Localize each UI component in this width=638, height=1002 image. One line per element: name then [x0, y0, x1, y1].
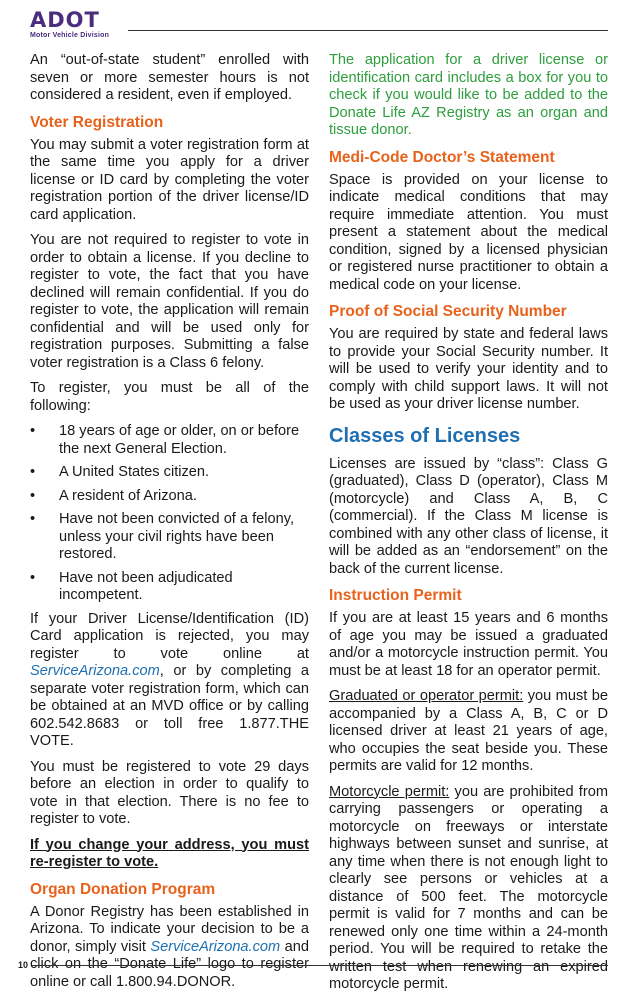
- ssn-paragraph: You are required by state and federal laws to provide your Social Security number. It will be used to verify your identity and to comply with child support laws. It will not be used as your driver license number.: [329, 326, 608, 412]
- motorcycle-permit-label: Motorcycle permit:: [329, 783, 450, 800]
- right-column: [329, 52, 608, 1002]
- page-footer: [0, 956, 638, 976]
- graduated-permit-label: Graduated or operator permit:: [329, 688, 524, 704]
- logo-text: ADOT: [30, 8, 100, 32]
- adot-logo: [30, 9, 120, 39]
- list-item: • Have not been convicted of a felony, unless your civil rights have been restored.: [30, 511, 295, 562]
- medicode-paragraph: Space is provided on your license to indicate medical conditions that may require immediate attention. You must present a statement about the medical condition, signed by a licensed physician or registered nurse practitioner to obtain a medical code on your license.: [329, 171, 608, 293]
- page-header: [0, 0, 638, 48]
- header-divider: [128, 30, 608, 31]
- voter-paragraph-1: You may submit a voter registration form at the same time you apply for a driver license or ID card by completing the voter registration portion of the driver license/ID card application.: [30, 136, 309, 223]
- permit-paragraph-1: If you are at least 15 years and 6 months of age you may be issued a graduated and/or a motorcycle instruction permit. You must be at least 18 for an operator permit.: [329, 610, 608, 679]
- logo-subtitle: Motor Vehicle Division: [30, 32, 110, 39]
- list-item: • A United States citizen.: [30, 464, 210, 480]
- servicearizona-link[interactable]: ServiceArizona.com: [30, 663, 160, 679]
- servicearizona-link[interactable]: ServiceArizona.com: [150, 938, 281, 955]
- voter-registration-heading: Voter Registration: [30, 113, 164, 131]
- left-column: [30, 52, 309, 999]
- instruction-permit-heading: Instruction Permit: [329, 587, 462, 604]
- ssn-heading: Proof of Social Security Number: [329, 303, 567, 320]
- medicode-heading: Medi-Code Doctor’s Statement: [329, 148, 555, 166]
- voter-requirements-list: [30, 423, 309, 605]
- organ-paragraph: A Donor Registry has been established in Arizona. To indicate your decision to be a donor, simply visit ServiceArizona.com and click on the “Donate Life” logo to register online or call 1.800.94.DONOR.: [30, 903, 309, 990]
- out-of-state-paragraph: An “out-of-state student” enrolled with seven or more semester hours is not considered a resident, even if employed.: [30, 52, 309, 103]
- bullet: •: [30, 569, 36, 586]
- permit-paragraph-2: Graduated or operator permit: you must be accompanied by a Class A, B, C or D licensed driver at least 21 years of age, who occupies the seat beside you. These permits are valid for 12 months.: [329, 688, 608, 774]
- footer-divider: [32, 965, 608, 966]
- organ-donation-heading: Organ Donation Program: [30, 880, 216, 898]
- organ-donor-note: The application for a driver license or identification card includes a box for you to check if you would like to be added to the Donate Life AZ Registry as an organ and tissue donor.: [329, 52, 608, 138]
- voter-paragraph-4: If your Driver License/Identification (ID) Card application is rejected, you may register to vote online at ServiceArizona.com, or by completing a separate voter registration form, which can be obtained at an MVD office or by calling 602.542.8683 or toll free 1.877.THE VOTE.: [30, 610, 309, 749]
- permit-paragraph-3: Motorcycle permit: you are prohibited from carrying passengers or operating a motorcycle on freeways or interstate highways between sunset and sunrise, at any time when there is not enough light to clearly see persons or vehicles at a distance of 500 feet. The motorcycle permit is valid for 7 months and can be renewed only one time within a 24-month period. You will be required to retake the written test when renewing an expired motorcycle permit.: [329, 783, 608, 992]
- bullet: •: [30, 464, 36, 480]
- voter-paragraph-2: You are not required to register to vote in order to obtain a license. If you decline to register to vote, the fact that you have declined will remain confidential. If you do register to vote, the application will remain confidential and will be used only for registration purposes. Submitting a false voter registration is a Class 6 felony.: [30, 232, 309, 371]
- voter-paragraph-5: You must be registered to vote 29 days before an election in order to qualify to vote in that election. There is no fee to register to vote.: [30, 758, 309, 827]
- list-item: • 18 years of age or older, on or before the next General Election.: [30, 423, 300, 457]
- bullet: •: [30, 423, 36, 439]
- classes-of-licenses-heading: Classes of Licenses: [329, 424, 521, 447]
- re-register-notice: If you change your address, you must re-register to vote.: [30, 836, 309, 870]
- list-item: • Have not been adjudicated incompetent.: [30, 569, 233, 603]
- page-number: 10: [18, 960, 29, 970]
- list-item: • A resident of Arizona.: [30, 487, 197, 504]
- classes-paragraph: Licenses are issued by “class”: Class G (graduated), Class D (operator), Class M (motorcycle) and Class A, B, C (commercial). If the Class M license is combined with any other class of license, it will be added as an “endorsement” on the back of the current license.: [329, 455, 608, 577]
- bullet: •: [30, 511, 36, 527]
- voter-paragraph-3: To register, you must be all of the following:: [30, 380, 309, 414]
- bullet: •: [30, 487, 36, 504]
